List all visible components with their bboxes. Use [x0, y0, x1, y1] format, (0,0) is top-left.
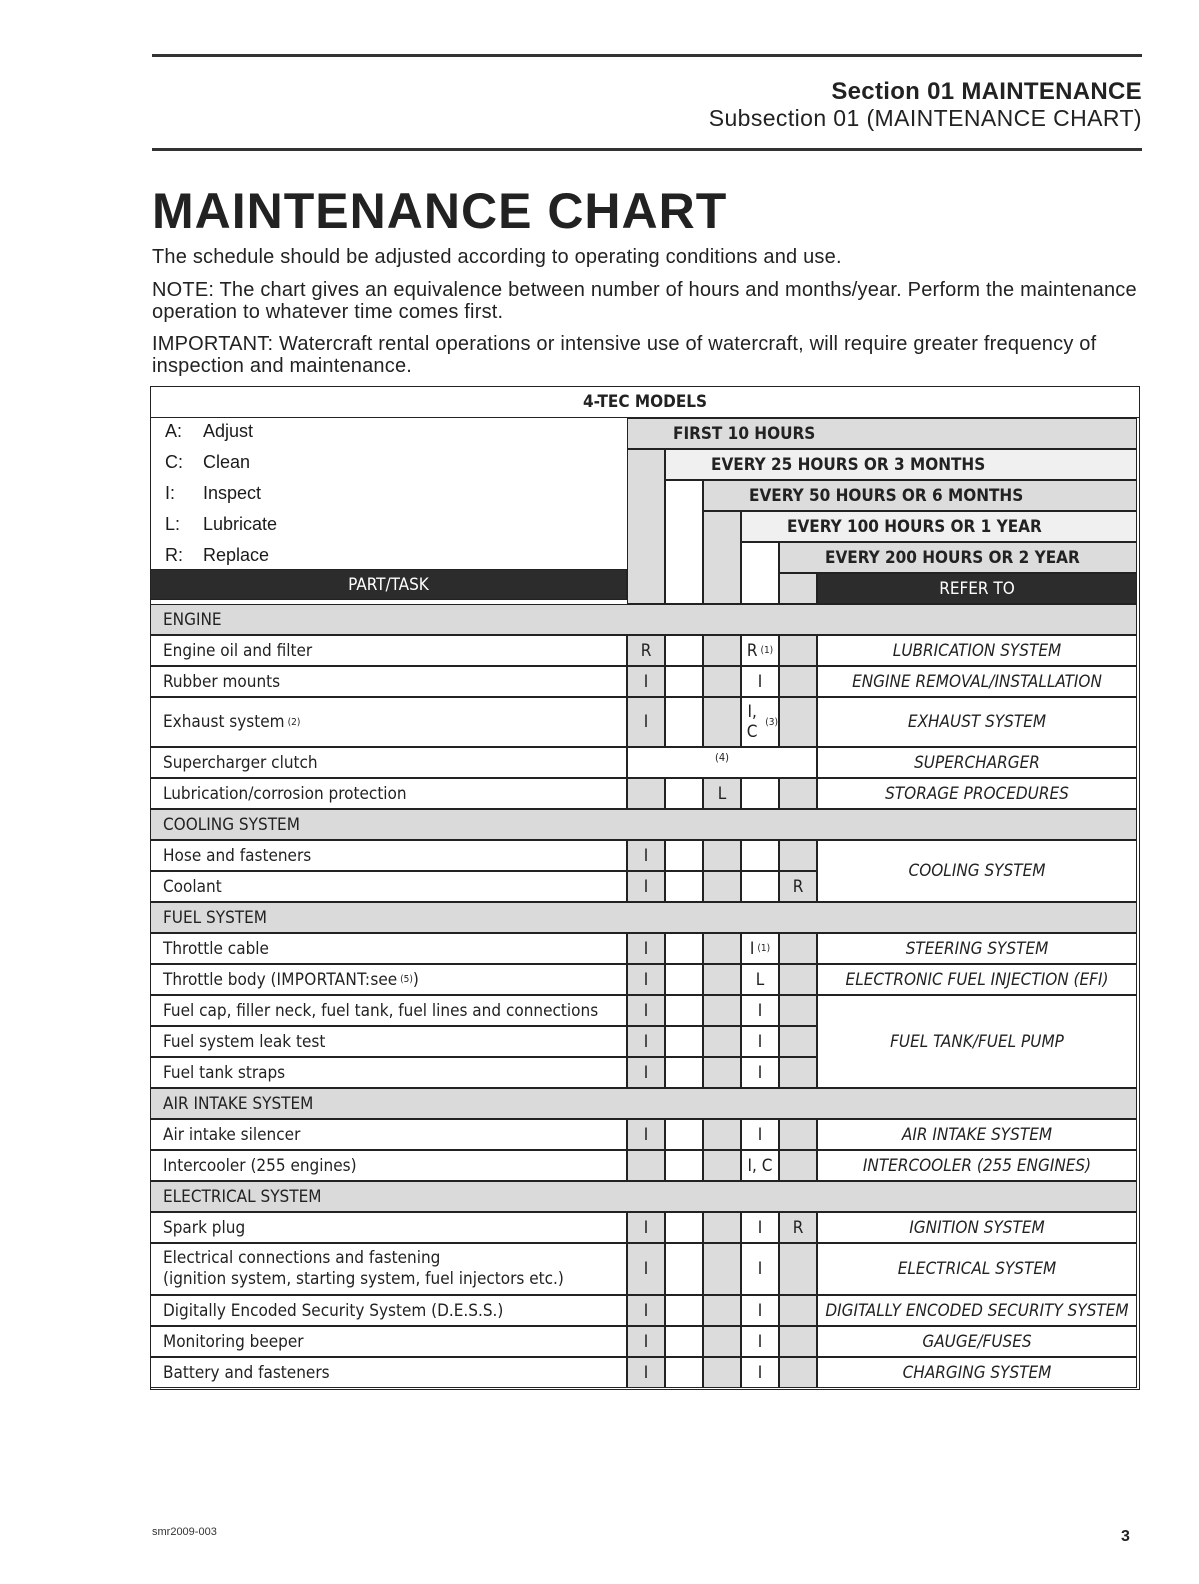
interval-cell-c3 [703, 1119, 741, 1150]
note-text: The chart gives an equivalence between number of hours and months/year. Perform the maintenance operation to whatever time comes first. [152, 279, 1137, 323]
interval-cell-c2 [665, 1057, 703, 1088]
task-cell [150, 1212, 627, 1243]
section-row-cooling: COOLING SYSTEM [150, 809, 1137, 840]
task-label: Lubrication/corrosion protection [163, 783, 407, 804]
top-rule [152, 54, 1142, 57]
interval-cell-c1 [627, 995, 665, 1026]
interval-first-10-hours: FIRST 10 HOURS [627, 418, 1137, 449]
interval-100-hours: EVERY 100 HOURS OR 1 YEAR [741, 511, 1137, 542]
interval-mark: I [757, 1217, 763, 1238]
interval-cell-c4 [741, 1119, 779, 1150]
refer-to-cell: IGNITION SYSTEM [817, 1212, 1137, 1243]
task-label: Rubber mounts [163, 671, 281, 692]
note-paragraph [152, 279, 1142, 323]
refer-to-cell: DIGITALLY ENCODED SECURITY SYSTEM [817, 1295, 1137, 1326]
task-cell [150, 747, 627, 778]
refer-to-cell: COOLING SYSTEM [817, 840, 1137, 902]
interval-cell-c5 [779, 995, 817, 1026]
important-label: IMPORTANT: [152, 333, 274, 355]
interval-cell-c2 [665, 1357, 703, 1388]
task-label: Air intake silencer [163, 1124, 301, 1145]
task-label: Battery and fasteners [163, 1362, 330, 1383]
interval-cell-c3 [703, 933, 741, 964]
interval-cell-c1 [627, 666, 665, 697]
interval-cell-c5 [779, 964, 817, 995]
refer-to-cell: STORAGE PROCEDURES [817, 778, 1137, 809]
legend-key: R: [165, 545, 183, 565]
interval-cell-c4 [741, 1026, 779, 1057]
interval-cell-c2 [665, 1026, 703, 1057]
refer-to-header: REFER TO [817, 573, 1137, 604]
interval-cell-c3 [703, 635, 741, 666]
important-text: Watercraft rental operations or intensive use of watercraft, will require greater frequency of inspection and maintenance. [152, 333, 1097, 377]
task-cell [150, 964, 627, 995]
interval-cell-c4 [741, 1295, 779, 1326]
interval-cell-c1 [627, 1150, 665, 1181]
task-label: Throttle body ( [163, 969, 277, 990]
interval-cell-c3 [703, 778, 741, 809]
models-heading: 4-TEC MODELS [582, 392, 708, 412]
interval-mark: I [757, 1000, 763, 1021]
interval-mark: I [757, 671, 763, 692]
interval-mark: I [757, 1362, 763, 1383]
legend-value: Lubricate [203, 514, 278, 534]
legend [145, 418, 627, 568]
interval-cell-c5 [779, 1212, 817, 1243]
interval-cell-c2 [665, 1119, 703, 1150]
task-label: IMPORTANT: [276, 969, 371, 990]
interval-mark: I [757, 1259, 763, 1279]
interval-cell-c2 [665, 871, 703, 902]
interval-mark: I [643, 845, 649, 866]
interval-mark: I [643, 1259, 649, 1279]
task-cell [150, 1026, 627, 1057]
refer-to-cell: FUEL TANK/FUEL PUMP [817, 995, 1137, 1088]
interval-cell-c1 [627, 1326, 665, 1357]
interval-cell-c2 [665, 1295, 703, 1326]
interval-mark: I [757, 1300, 763, 1321]
interval-cell-c1 [627, 1026, 665, 1057]
task-label: Digitally Encoded Security System (D.E.S.S.) [163, 1300, 504, 1321]
interval-cell-c2 [665, 697, 703, 747]
interval-cell-c3 [703, 697, 741, 747]
page-title: MAINTENANCE CHART [152, 183, 728, 239]
maintenance-chart [145, 386, 1140, 1390]
refer-to-cell: ELECTRICAL SYSTEM [817, 1243, 1137, 1295]
interval-mark: I [643, 712, 649, 732]
interval-mark: R [746, 640, 758, 661]
task-cell [150, 871, 627, 902]
refer-to-cell: INTERCOOLER (255 ENGINES) [817, 1150, 1137, 1181]
task-label: Coolant [163, 876, 222, 897]
subsection-header: Subsection 01 (MAINTENANCE CHART) [708, 105, 1142, 131]
interval-mark: I [643, 1031, 649, 1052]
interval-cell-c4 [741, 1212, 779, 1243]
task-cell [150, 1057, 627, 1088]
interval-cell-c3 [703, 666, 741, 697]
interval-cell-c1 [627, 1212, 665, 1243]
interval-mark: I [757, 1331, 763, 1352]
interval-cell-c2 [665, 840, 703, 871]
interval-cell-c3 [703, 964, 741, 995]
interval-cell-c2 [665, 995, 703, 1026]
interval-cell-c1 [627, 1119, 665, 1150]
legend-key: A: [165, 421, 183, 441]
refer-to-cell: LUBRICATION SYSTEM [817, 635, 1137, 666]
refer-to-cell: ELECTRONIC FUEL INJECTION (EFI) [817, 964, 1137, 995]
legend-key: I: [165, 483, 176, 503]
interval-cell-c5 [779, 871, 817, 902]
interval-mark: I [757, 1124, 763, 1145]
interval-cell-c5 [779, 1357, 817, 1388]
section-row-electrical: ELECTRICAL SYSTEM [150, 1181, 1137, 1212]
interval-mark: R [792, 1217, 804, 1238]
interval-cell-c3 [703, 1357, 741, 1388]
interval-cell-c2 [665, 666, 703, 697]
interval-cell-c3 [703, 1243, 741, 1295]
interval-cell-c4 [741, 871, 779, 902]
interval-cell-c1 [627, 635, 665, 666]
interval-mark: I [643, 1362, 649, 1383]
interval-cell-c5 [779, 840, 817, 871]
task-label: Exhaust system [163, 712, 285, 732]
interval-cell-c5 [779, 1295, 817, 1326]
interval-25-hours: EVERY 25 HOURS OR 3 MONTHS [665, 449, 1137, 480]
interval-mark: I [643, 1124, 649, 1145]
interval-cell-c4 [741, 995, 779, 1026]
interval-cell-c1 [627, 1057, 665, 1088]
task-label: Electrical connections and fastening [163, 1248, 441, 1268]
interval-cell-c3 [703, 1326, 741, 1357]
interval-cell-c4 [741, 635, 779, 666]
task-cell [150, 1357, 627, 1388]
interval-mark: I [643, 1217, 649, 1238]
interval-mark: I, C [747, 1155, 773, 1176]
interval-cell-c5 [779, 697, 817, 747]
col4-band [741, 542, 779, 604]
refer-to-cell: AIR INTAKE SYSTEM [817, 1119, 1137, 1150]
interval-cell-c5 [779, 1026, 817, 1057]
interval-cell-c5 [779, 1326, 817, 1357]
interval-cell-c3 [703, 1212, 741, 1243]
interval-cell-c1 [627, 697, 665, 747]
col5-band [779, 573, 817, 604]
interval-cell-c4 [741, 666, 779, 697]
refer-to-cell: EXHAUST SYSTEM [817, 697, 1137, 747]
part-task-header: PART/TASK [150, 569, 627, 600]
interval-50-hours: EVERY 50 HOURS OR 6 MONTHS [703, 480, 1137, 511]
interval-cell-c1 [627, 1357, 665, 1388]
interval-cell-c3 [703, 995, 741, 1026]
interval-mark: I [643, 671, 649, 692]
task-label: Fuel cap, filler neck, fuel tank, fuel lines and connections [163, 1000, 599, 1021]
section-header: Section 01 MAINTENANCE [831, 78, 1142, 105]
task-label: Hose and fasteners [163, 845, 312, 866]
task-cell [150, 1295, 627, 1326]
legend-value: Inspect [203, 483, 262, 503]
interval-cell-c1 [627, 1243, 665, 1295]
section-row-engine: ENGINE [150, 604, 1137, 635]
task-label: Throttle cable [163, 938, 269, 959]
task-cell [150, 635, 627, 666]
interval-mark: I [643, 1062, 649, 1083]
page-number: 3 [1121, 1528, 1130, 1545]
task-label: Intercooler (255 engines) [163, 1155, 357, 1176]
interval-cell-c5 [779, 666, 817, 697]
task-cell [150, 1119, 627, 1150]
task-cell [150, 933, 627, 964]
interval-cell-c2 [665, 964, 703, 995]
task-label: ) [412, 969, 419, 990]
interval-mark: I [643, 1300, 649, 1321]
task-cell [150, 778, 627, 809]
interval-mark: I [757, 1062, 763, 1083]
footnote-ref: (1) [760, 645, 774, 656]
footnote-ref: (2) [287, 716, 301, 728]
interval-cell-c3 [703, 1026, 741, 1057]
interval-mark: L [755, 969, 765, 990]
interval-mark: I [757, 1031, 763, 1052]
interval-cell-c5 [779, 1119, 817, 1150]
task-label: Spark plug [163, 1217, 246, 1238]
interval-mark: R [640, 640, 652, 661]
interval-cell-c1 [627, 933, 665, 964]
interval-cell-c1 [627, 840, 665, 871]
interval-cell-c1 [627, 964, 665, 995]
refer-to-cell: SUPERCHARGER [817, 747, 1137, 778]
interval-cell-c4 [741, 964, 779, 995]
interval-cell-c5 [779, 1150, 817, 1181]
interval-cell-c4 [741, 840, 779, 871]
interval-cell-c3 [703, 1295, 741, 1326]
task-cell [150, 697, 627, 747]
footnote-ref: (3) [765, 716, 778, 728]
interval-cell-c4 [741, 933, 779, 964]
task-cell [150, 1326, 627, 1357]
important-paragraph [152, 333, 1142, 377]
task-cell [150, 995, 627, 1026]
interval-mark: I [643, 969, 649, 990]
legend-key: C: [165, 452, 183, 472]
interval-mark: I [643, 1000, 649, 1021]
legend-key: L: [165, 514, 181, 534]
interval-cell-c1 [627, 871, 665, 902]
interval-cell-c2 [665, 635, 703, 666]
interval-mark: L [717, 783, 727, 804]
task-label: Engine oil and filter [163, 640, 313, 661]
task-cell [150, 666, 627, 697]
header-rule [152, 148, 1142, 151]
interval-span-cell: (4) [627, 747, 817, 778]
interval-mark: I [643, 938, 649, 959]
task-label: see [370, 969, 398, 990]
refer-to-cell: STEERING SYSTEM [817, 933, 1137, 964]
interval-cell-c2 [665, 933, 703, 964]
interval-cell-c4 [741, 697, 779, 747]
task-label: Fuel system leak test [163, 1031, 326, 1052]
interval-cell-c1 [627, 1295, 665, 1326]
interval-mark: I [749, 938, 755, 959]
interval-mark: I [643, 876, 649, 897]
task-label: Fuel tank straps [163, 1062, 286, 1083]
interval-cell-c4 [741, 778, 779, 809]
interval-cell-c5 [779, 635, 817, 666]
interval-cell-c5 [779, 1057, 817, 1088]
task-cell [150, 1243, 627, 1295]
task-label: Monitoring beeper [163, 1331, 304, 1352]
footnote-ref: (1) [757, 943, 771, 954]
interval-mark: I, C [746, 702, 758, 742]
interval-cell-c2 [665, 1212, 703, 1243]
interval-cell-c2 [665, 1326, 703, 1357]
col2-band [665, 480, 703, 604]
legend-value: Adjust [203, 421, 254, 441]
refer-to-cell: ENGINE REMOVAL/INSTALLATION [817, 666, 1137, 697]
interval-mark: I [643, 1331, 649, 1352]
interval-200-hours: EVERY 200 HOURS OR 2 YEAR [779, 542, 1137, 573]
interval-cell-c3 [703, 840, 741, 871]
legend-value: Replace [203, 545, 270, 565]
col3-band [703, 511, 741, 604]
legend-value: Clean [203, 452, 251, 472]
refer-to-cell: GAUGE/FUSES [817, 1326, 1137, 1357]
interval-cell-c3 [703, 1057, 741, 1088]
interval-cell-c3 [703, 1150, 741, 1181]
col1-band [627, 449, 665, 604]
interval-cell-c2 [665, 1243, 703, 1295]
interval-cell-c4 [741, 1057, 779, 1088]
interval-mark: R [792, 876, 804, 897]
interval-cell-c5 [779, 778, 817, 809]
interval-cell-c2 [665, 778, 703, 809]
task-label: Supercharger clutch [163, 752, 318, 773]
interval-cell-c2 [665, 1150, 703, 1181]
refer-to-cell: CHARGING SYSTEM [817, 1357, 1137, 1388]
section-row-air: AIR INTAKE SYSTEM [150, 1088, 1137, 1119]
interval-cell-c3 [703, 871, 741, 902]
section-row-fuel: FUEL SYSTEM [150, 902, 1137, 933]
task-cell [150, 1150, 627, 1181]
interval-cell-c4 [741, 1357, 779, 1388]
interval-cell-c1 [627, 778, 665, 809]
document-code: smr2009-003 [152, 1526, 217, 1538]
intro-paragraph: The schedule should be adjusted according to operating conditions and use. [152, 246, 842, 268]
task-label: (ignition system, starting system, fuel injectors etc.) [163, 1269, 564, 1289]
interval-cell-c4 [741, 1243, 779, 1295]
interval-cell-c4 [741, 1326, 779, 1357]
interval-cell-c5 [779, 1243, 817, 1295]
task-cell [150, 840, 627, 871]
note-label: NOTE: [152, 279, 215, 301]
footnote-ref: (5) [400, 974, 413, 985]
interval-cell-c5 [779, 933, 817, 964]
interval-cell-c4 [741, 1150, 779, 1181]
